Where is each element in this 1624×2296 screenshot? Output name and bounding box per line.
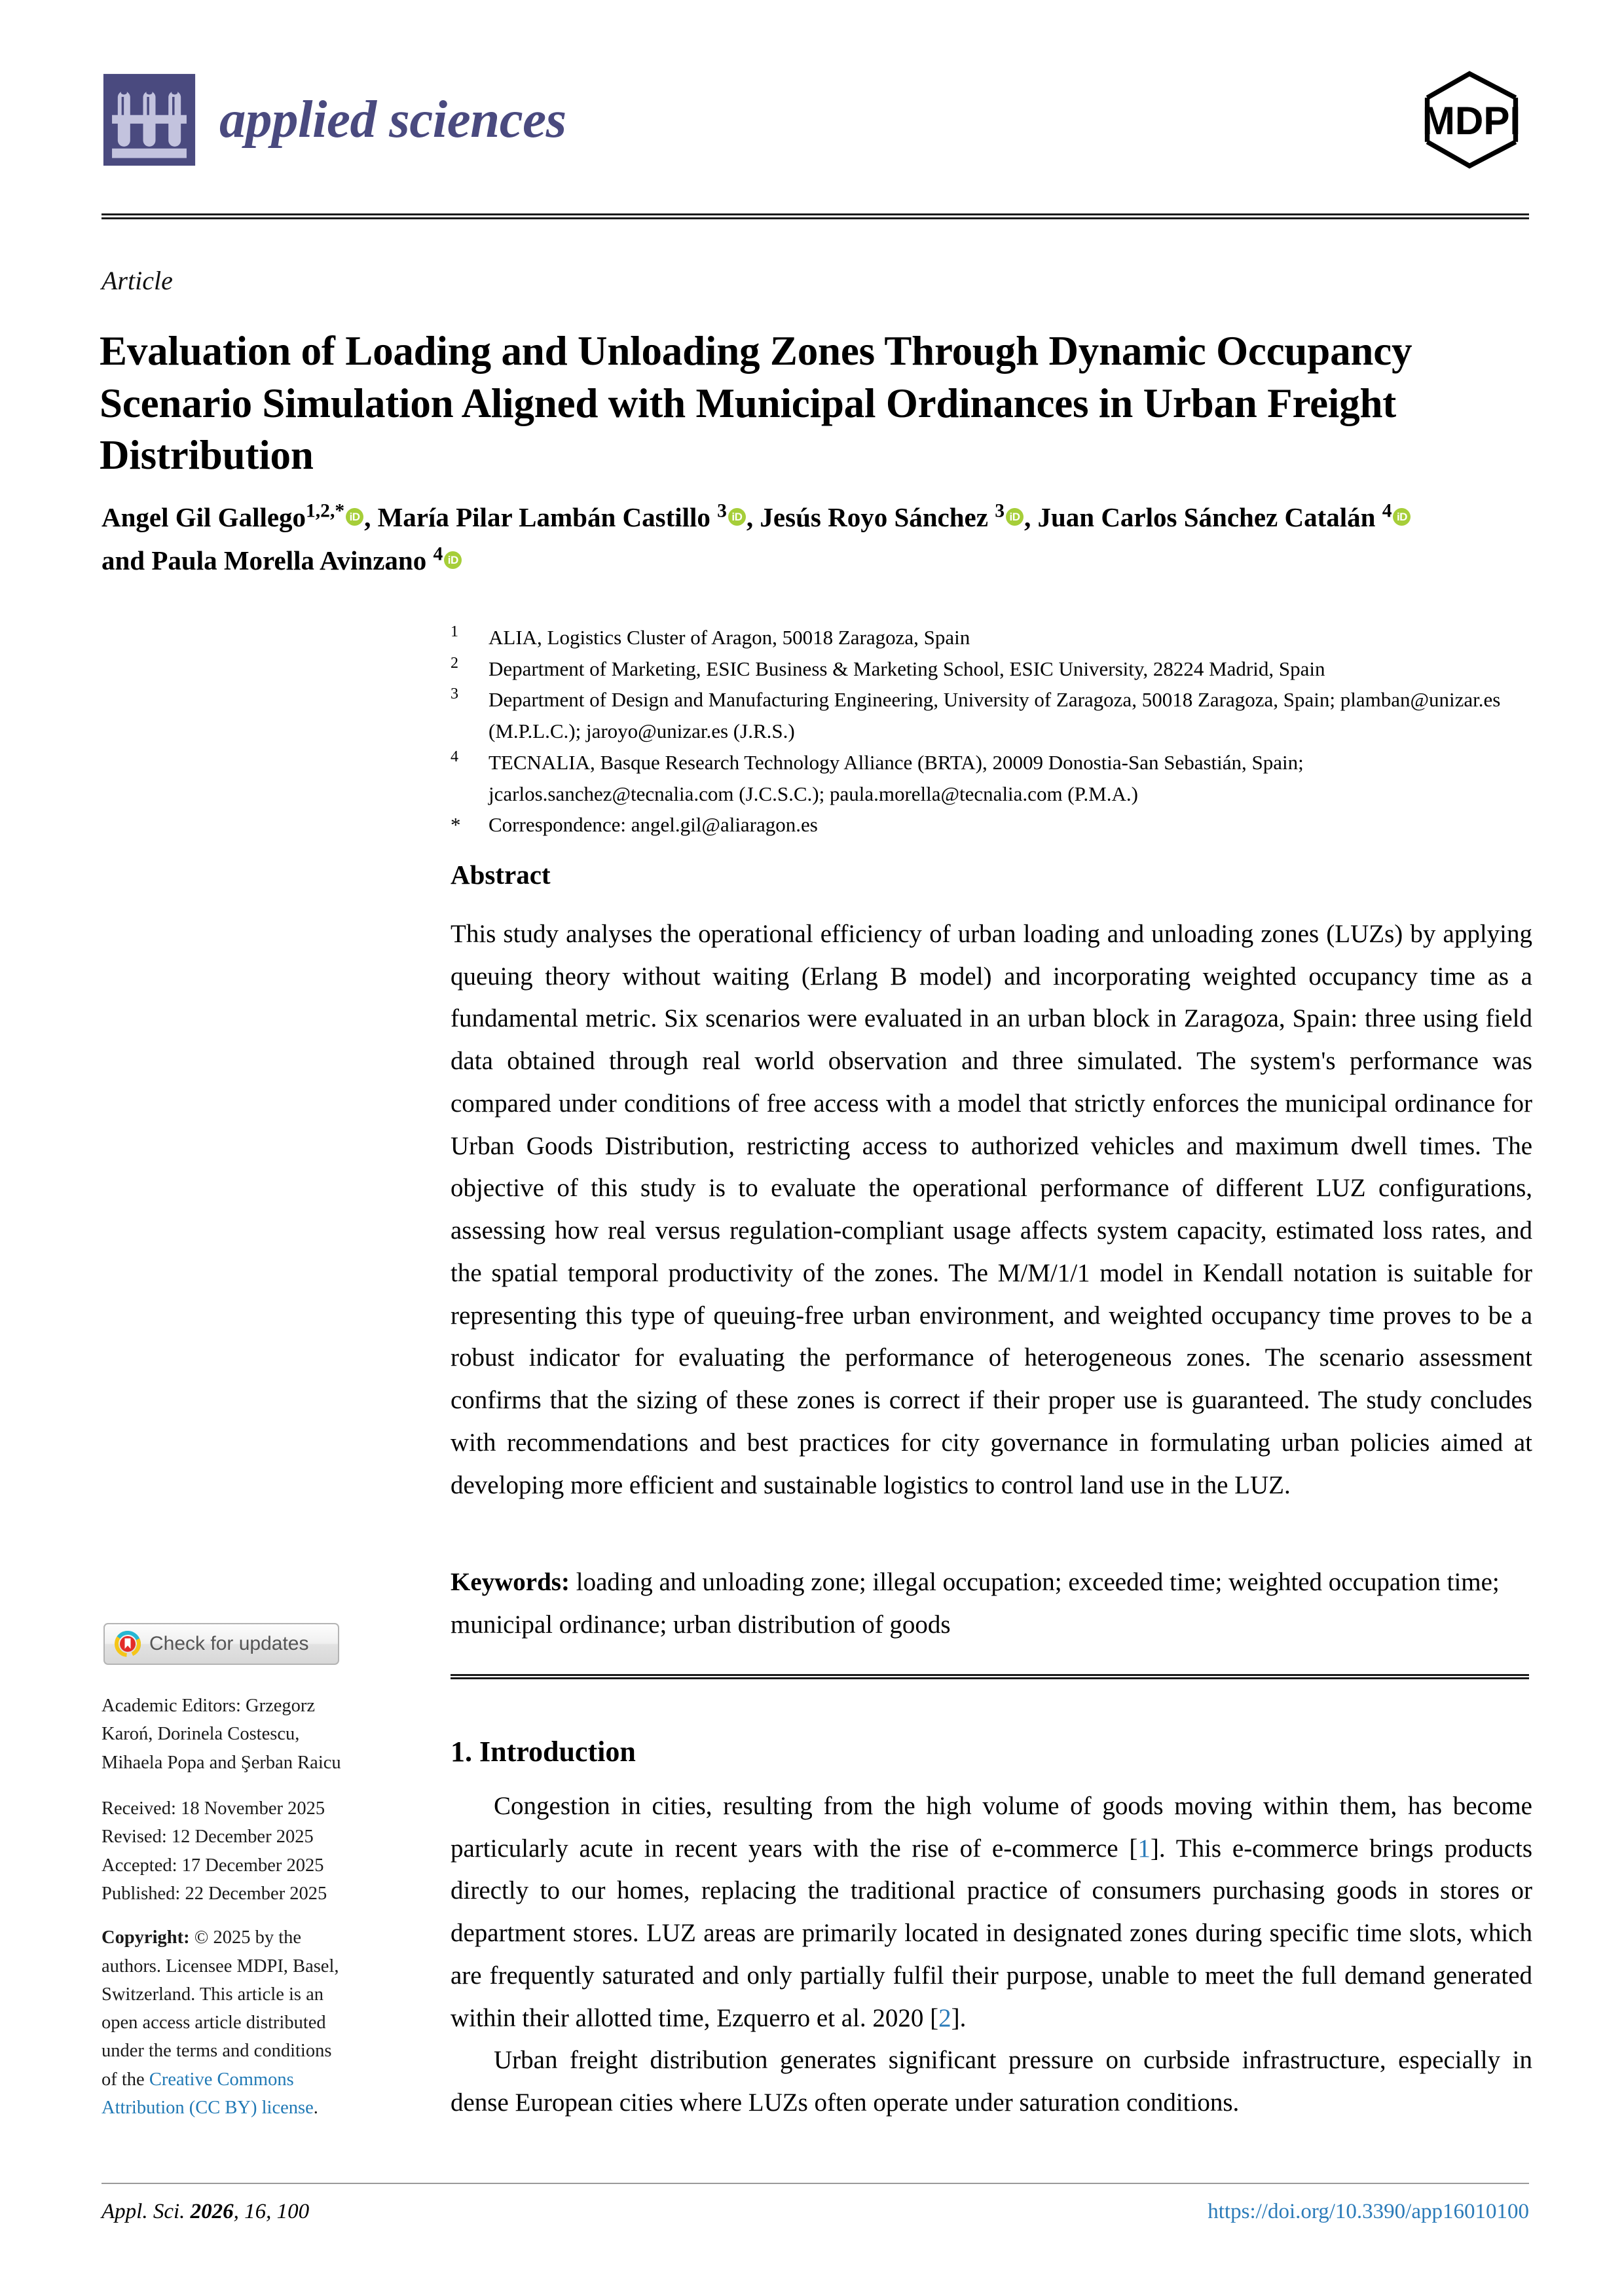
author-list: Angel Gil Gallego$^{1,2,*}$ iD , María Pilar Lambán Castillo $^3$ iD , Jesús Royo Sánchez $^3$ iD , Juan Carlos Sánchez Catalán $^4$ iD and Paula Morella Avinzano $^4$ iD [101,496,1542,583]
affiliations-list [451,622,1538,841]
masthead [101,62,1529,177]
date-received: Received: 18 November 2025 [101,1798,325,1819]
copyright-label: Copyright: [101,1927,190,1948]
affiliation-text: ALIA, Logistics Cluster of Aragon, 50018 Zaragoza, Spain [489,626,970,649]
check-for-updates-label: Check for updates [149,1633,309,1654]
correspondence-item [451,809,1538,841]
author-affil-marker: 4 [433,543,443,565]
article-type-label: Article [101,266,173,295]
svg-text:MDPI: MDPI [1422,98,1521,143]
affiliation-text: Department of Marketing, ESIC Business & Marketing School, ESIC University, 28224 Madrid, Spain [489,657,1325,680]
orcid-icon[interactable]: iD [444,551,462,569]
abstract-heading: Abstract [451,860,551,890]
test-tube-rack-icon [101,72,197,168]
article-metadata-sidebar [101,1692,352,2140]
affiliation-marker: 3 [451,685,458,703]
affiliation-item [451,622,1538,653]
author-name[interactable]: Paula Morella Avinzano [151,545,427,576]
paragraph-text: ]. [951,2003,967,2032]
crossmark-bookmark-icon [115,1631,141,1657]
footer-divider [101,2183,1529,2184]
keywords-text: loading and unloading zone; illegal occupation; exceeded time; weighted occupation time; municipal ordinance; urban distribution of goods [451,1568,1500,1639]
paragraph [451,1785,1532,2039]
citation-ref-1[interactable]: 1 [1137,1834,1151,1863]
citation-ref-2[interactable]: 2 [938,2003,951,2032]
affiliation-marker: 1 [451,623,458,640]
keywords-label: Keywords: [451,1568,570,1596]
paragraph: Urban freight distribution generates significant pressure on curbside infrastructure, especially in dense European cities where LUZs often operate under saturation conditions. [451,2046,1532,2117]
affiliation-text: TECNALIA, Basque Research Technology Alliance (BRTA), 20009 Donostia-San Sebastián, Spain; jcarlos.sanchez@tecnalia.com (J.C.S.C.); paula.morella@tecnalia.com (P.M.A.) [489,750,1304,805]
author-affil-marker: 4 [1382,500,1392,522]
keywords-block [451,1561,1532,1646]
publication-dates [101,1795,352,1908]
section-heading-introduction: 1. Introduction [451,1736,636,1768]
author-name[interactable]: Angel Gil Gallego [101,502,306,532]
journal-brand[interactable] [101,72,566,168]
journal-title: applied sciences [219,90,566,149]
affiliation-item [451,653,1538,685]
author-affil-marker: 3 [717,500,727,522]
author-affil-marker: 3 [995,500,1005,522]
author-name[interactable]: Jesús Royo Sánchez [760,502,988,532]
copyright-block [101,1923,352,2122]
abstract-text: This study analyses the operational efficiency of urban loading and unloading zones (LUZs) by applying queuing theory without waiting (Erlang B model) and incorporating weighted occupancy time as a fundamental metric. Six scenarios were evaluated in an urban block in Zaragoza, Spain: three using field data obtained through real world observation and three simulated. The system's performance was compared under conditions of free access with a model that strictly enforces the municipal ordinance for Urban Goods Distribution, restricting access to authorized vehicles and maximum dwell times. The objective of this study is to evaluate the operational performance of different LUZ configurations, assessing how real versus regulation-compliant usage affects system capacity, estimated loss rates, and the spatial temporal productivity of the zones. The M/M/1/1 model in Kendall notation is suitable for representing this type of queuing-free urban environment, and weighted occupancy time proves to be a robust indicator for evaluating the performance of heterogeneous zones. The scenario assessment confirms that the sizing of these zones is correct if their proper use is guaranteed. The study concludes with recommendations and best practices for city governance in formulating urban policies aimed at developing more efficient and sustainable logistics to control land use in the LUZ. [451,920,1532,1499]
date-accepted: Accepted: 17 December 2025 [101,1855,324,1876]
author-name[interactable]: Juan Carlos Sánchez Catalán [1037,502,1376,532]
date-revised: Revised: 12 December 2025 [101,1827,314,1848]
copyright-tail: . [313,2098,318,2119]
paragraph-text: ]. This e-commerce brings products directly to our homes, replacing the traditional practice of consumers purchasing goods in stores or department stores. LUZ areas are primarily located in designated zones during specific time slots, which are frequently saturated and only partially fulfil their purpose, unable to meet the full demand generated within their allotted time, Ezquerro et al. 2020 [ [451,1834,1532,2032]
paragraph-text: Congestion in cities, resulting from the high volume of goods moving within them, has become particularly acute in recent years with the rise of e-commerce [ [451,1792,1532,1863]
author-name[interactable]: María Pilar Lambán Castillo [377,502,710,532]
masthead-divider [101,213,1529,219]
orcid-icon[interactable]: iD [728,508,746,526]
page-title: Evaluation of Loading and Unloading Zones Through Dynamic Occupancy Scenario Simulation Aligned with Municipal Ordinances in Urban Freight Distribution [100,328,1412,478]
copyright-text: © 2025 by the authors. Licensee MDPI, Basel, Switzerland. This article is an open access article distributed under the terms and conditions of the [101,1927,339,2090]
orcid-icon[interactable]: iD [1006,508,1024,526]
check-for-updates-button[interactable] [103,1623,339,1665]
footer-doi-link[interactable]: https://doi.org/10.3390/app16010100 [1208,2200,1529,2223]
footer-citation [101,2200,309,2224]
affiliation-marker: 2 [451,654,458,672]
section-body-introduction [451,1785,1532,2124]
mdpi-logo-icon[interactable] [1414,69,1529,171]
license-link[interactable]: Creative Commons Attribution (CC BY) license [101,2069,314,2119]
footer-volume-page: , 16, 100 [233,2200,310,2223]
date-published: Published: 22 December 2025 [101,1883,327,1904]
footer-year: 2026 [190,2200,234,2223]
abstract-divider [451,1674,1529,1679]
affiliation-text: Department of Design and Manufacturing Engineering, University of Zaragoza, 50018 Zaragoza, Spain; plamban@unizar.es (M.P.L.C.); jaroyo@unizar.es (J.R.S.) [489,688,1501,743]
author-conjunction: and [101,545,152,576]
orcid-icon[interactable]: iD [346,508,363,526]
correspondence-text: Correspondence: angel.gil@aliaragon.es [489,813,818,837]
affiliation-item [451,684,1538,746]
affiliation-marker: 4 [451,748,458,765]
author-affil-marker: 1,2,* [306,500,345,522]
footer-journal: Appl. Sci. [101,2200,191,2223]
academic-editors: Academic Editors: Grzegorz Karoń, Dorinela Costescu, Mihaela Popa and Şerban Raicu [101,1696,341,1773]
affiliation-item [451,747,1538,809]
correspondence-marker: * [451,813,461,837]
orcid-icon[interactable]: iD [1393,508,1411,526]
